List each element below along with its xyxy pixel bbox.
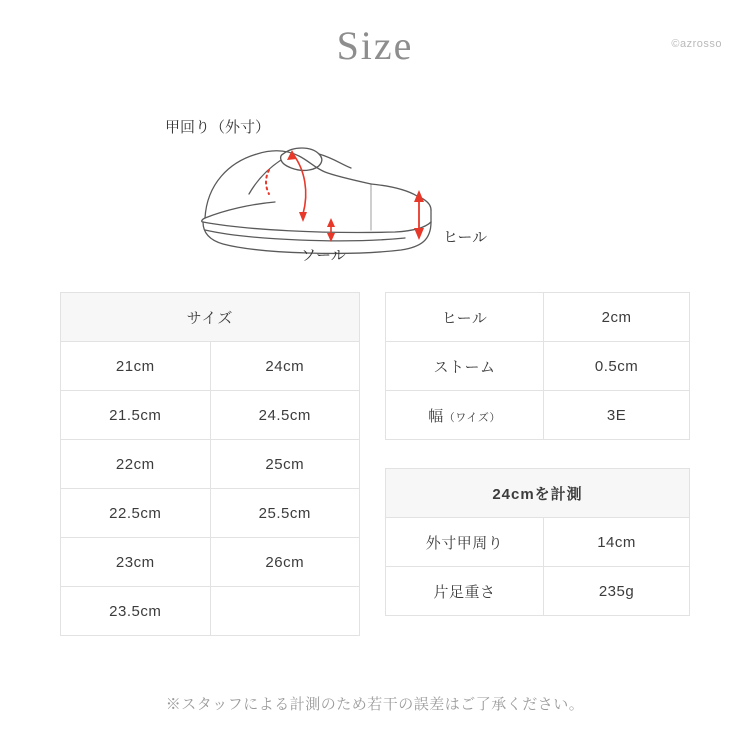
measured-table-header: 24cmを計測 bbox=[386, 469, 690, 518]
page-title: Size bbox=[336, 23, 414, 68]
spec-value: 0.5cm bbox=[544, 342, 690, 391]
label-instep: 甲回り（外寸） bbox=[165, 119, 271, 136]
table-row bbox=[61, 538, 360, 587]
size-cell: 23cm bbox=[61, 538, 211, 587]
table-row bbox=[386, 518, 690, 567]
size-cell: 24cm bbox=[210, 342, 360, 391]
size-cell: 26cm bbox=[210, 538, 360, 587]
label-sole: ソール bbox=[301, 247, 346, 264]
measured-value: 235g bbox=[544, 567, 690, 616]
spec-label-sub: （ワイズ） bbox=[443, 411, 501, 424]
size-cell: 25cm bbox=[210, 440, 360, 489]
table-row bbox=[386, 391, 690, 440]
measured-label: 外寸甲周り bbox=[386, 518, 544, 567]
table-header-row bbox=[386, 469, 690, 518]
size-cell: 21cm bbox=[61, 342, 211, 391]
spec-label bbox=[386, 391, 544, 440]
table-row bbox=[386, 567, 690, 616]
shoe-diagram-svg bbox=[165, 110, 585, 265]
spec-label: ヒール bbox=[386, 293, 544, 342]
table-row bbox=[61, 440, 360, 489]
size-cell: 21.5cm bbox=[61, 391, 211, 440]
table-row bbox=[386, 293, 690, 342]
shoe-illustration bbox=[0, 110, 750, 265]
spec-value: 2cm bbox=[544, 293, 690, 342]
table-header-row bbox=[61, 293, 360, 342]
label-heel: ヒール bbox=[443, 229, 488, 246]
spec-value: 3E bbox=[544, 391, 690, 440]
size-table-header: サイズ bbox=[61, 293, 360, 342]
table-row bbox=[386, 342, 690, 391]
size-cell-empty bbox=[210, 587, 360, 636]
size-cell: 23.5cm bbox=[61, 587, 211, 636]
size-cell: 25.5cm bbox=[210, 489, 360, 538]
table-row bbox=[61, 342, 360, 391]
brand-watermark: ©azrosso bbox=[671, 38, 722, 50]
measured-table bbox=[385, 468, 690, 616]
size-cell: 22.5cm bbox=[61, 489, 211, 538]
spec-tables-wrapper bbox=[385, 292, 690, 636]
size-table-wrapper bbox=[60, 292, 360, 636]
measured-value: 14cm bbox=[544, 518, 690, 567]
size-table bbox=[60, 292, 360, 636]
size-cell: 24.5cm bbox=[210, 391, 360, 440]
table-row bbox=[61, 489, 360, 538]
spec-table bbox=[385, 292, 690, 440]
spec-label-main: 幅 bbox=[428, 407, 444, 425]
size-cell: 22cm bbox=[61, 440, 211, 489]
measured-label: 片足重さ bbox=[386, 567, 544, 616]
disclaimer-note: ※スタッフによる計測のため若干の誤差はご了承ください。 bbox=[165, 696, 585, 713]
table-row bbox=[61, 587, 360, 636]
size-tables-container bbox=[60, 292, 690, 636]
spec-label: ストーム bbox=[386, 342, 544, 391]
table-row bbox=[61, 391, 360, 440]
